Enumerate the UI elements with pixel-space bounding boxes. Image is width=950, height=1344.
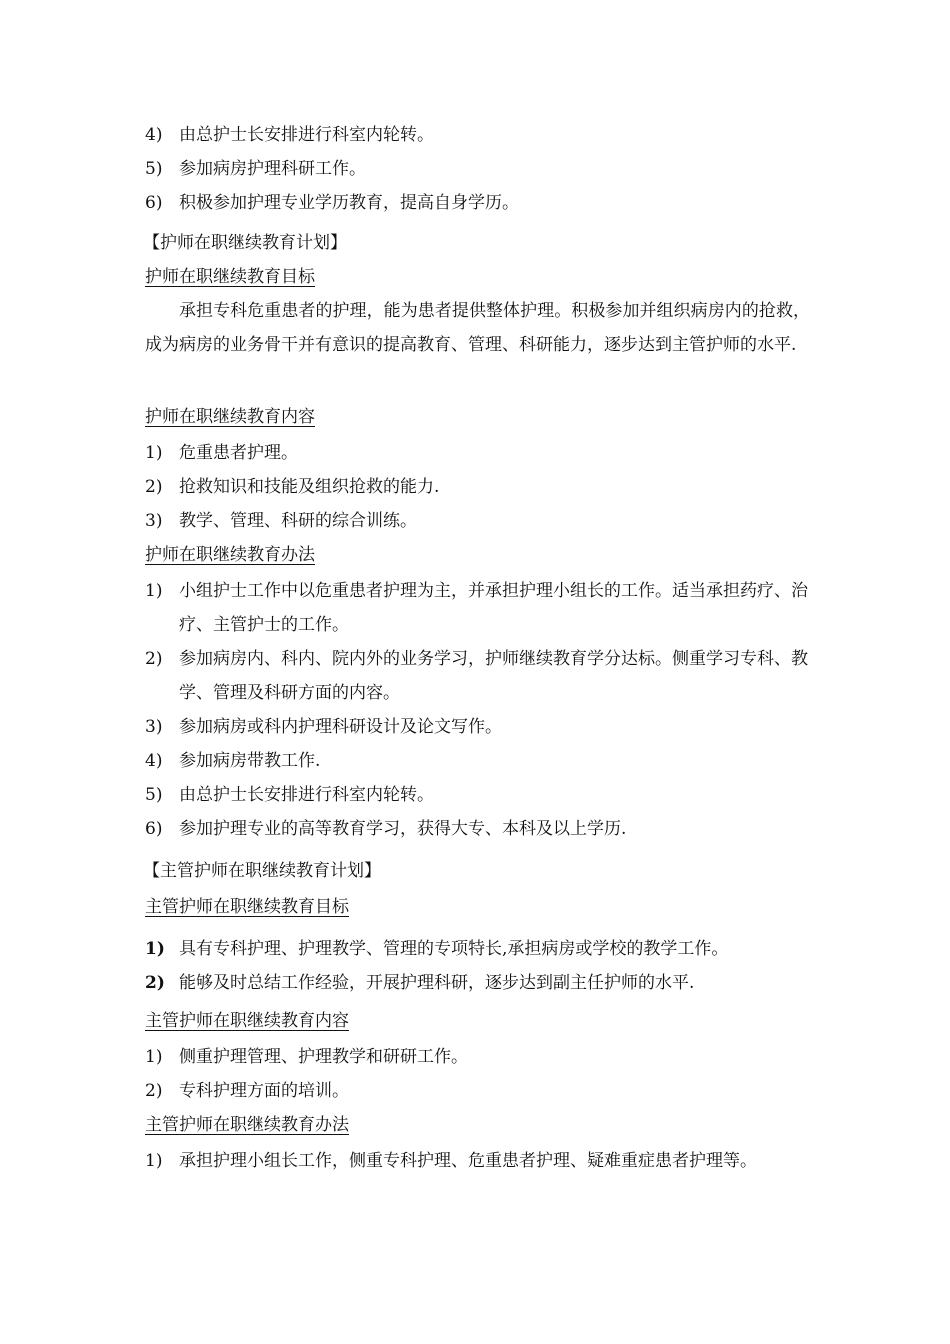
list-item <box>145 118 810 152</box>
item-number: 2) <box>145 477 163 497</box>
item-text: 能够及时总结工作经验，开展护理科研，逐步达到副主任护师的水平. <box>179 973 695 993</box>
item-text: 具有专科护理、护理教学、管理的专项特长,承担病房或学校的教学工作。 <box>179 939 729 959</box>
item-number: 2) <box>145 973 165 993</box>
senior-content-list <box>145 1040 810 1108</box>
item-text: 参加病房或科内护理科研设计及论文写作。 <box>179 717 502 737</box>
nurse-content-heading: 护师在职继续教育内容 <box>145 407 315 427</box>
item-number: 4) <box>145 125 163 145</box>
item-number: 1) <box>145 1047 163 1067</box>
list-item <box>145 436 810 470</box>
list-item <box>145 778 810 812</box>
senior-goal-heading: 主管护师在职继续教育目标 <box>145 897 349 917</box>
item-number: 1) <box>145 443 163 463</box>
list-item <box>145 470 810 504</box>
list-item <box>145 504 810 538</box>
nurse-content-list <box>145 436 810 538</box>
item-number: 1) <box>145 939 165 959</box>
item-number: 1) <box>145 1151 163 1171</box>
item-number: 5) <box>145 159 163 179</box>
nurse-goal-text: 承担专科危重患者的护理，能为患者提供整体护理。积极参加并组织病房内的抢救，成为病房的业务骨干并有意识的提高教育、管理、科研能力，逐步达到主管护师的水平. <box>145 301 810 355</box>
item-number: 3) <box>145 717 163 737</box>
item-text: 小组护士工作中以危重患者护理为主，并承担护理小组长的工作。适当承担药疗、治疗、主管护士的工作。 <box>179 581 808 635</box>
senior-method-list <box>145 1144 810 1178</box>
nurse-goal-heading: 护师在职继续教育目标 <box>145 267 315 287</box>
item-number: 4) <box>145 751 163 771</box>
list-item <box>145 966 810 1000</box>
list-item <box>145 1040 810 1074</box>
senior-plan-title: 【主管护师在职继续教育计划】 <box>143 861 381 881</box>
item-number: 6) <box>145 819 163 839</box>
nurse-method-heading: 护师在职继续教育办法 <box>145 545 315 565</box>
list-item <box>145 642 810 710</box>
item-number: 2) <box>145 1081 163 1101</box>
list-item <box>145 812 810 846</box>
item-text: 参加病房带教工作. <box>179 751 321 771</box>
nurse-plan-title: 【护师在职继续教育计划】 <box>143 233 347 253</box>
item-text: 参加病房内、科内、院内外的业务学习，护师继续教育学分达标。侧重学习专科、教学、管理及科研方面的内容。 <box>179 649 808 703</box>
item-text: 参加病房护理科研工作。 <box>179 159 366 179</box>
list-item <box>145 710 810 744</box>
list-item <box>145 152 810 186</box>
item-text: 专科护理方面的培训。 <box>179 1081 349 1101</box>
item-number: 1) <box>145 581 163 601</box>
top-list <box>145 118 810 220</box>
item-text: 侧重护理管理、护理教学和研研工作。 <box>179 1047 468 1067</box>
item-number: 3) <box>145 511 163 531</box>
list-item <box>145 932 810 966</box>
item-text: 危重患者护理。 <box>179 443 298 463</box>
list-item <box>145 186 810 220</box>
list-item <box>145 1144 810 1178</box>
senior-goal-list <box>145 932 810 1000</box>
nurse-method-list <box>145 574 810 846</box>
item-text: 参加护理专业的高等教育学习，获得大专、本科及以上学历. <box>179 819 627 839</box>
item-number: 6) <box>145 193 163 213</box>
senior-content-heading: 主管护师在职继续教育内容 <box>145 1011 349 1031</box>
item-number: 2) <box>145 649 163 669</box>
item-text: 由总护士长安排进行科室内轮转。 <box>179 785 434 805</box>
list-item <box>145 1074 810 1108</box>
list-item <box>145 574 810 642</box>
item-text: 抢救知识和技能及组织抢救的能力. <box>179 477 440 497</box>
list-item <box>145 744 810 778</box>
item-text: 由总护士长安排进行科室内轮转。 <box>179 125 434 145</box>
senior-method-heading: 主管护师在职继续教育办法 <box>145 1115 349 1135</box>
item-text: 积极参加护理专业学历教育，提高自身学历。 <box>179 193 519 213</box>
item-text: 承担护理小组长工作，侧重专科护理、危重患者护理、疑难重症患者护理等。 <box>179 1151 757 1171</box>
item-number: 5) <box>145 785 163 805</box>
item-text: 教学、管理、科研的综合训练。 <box>179 511 417 531</box>
